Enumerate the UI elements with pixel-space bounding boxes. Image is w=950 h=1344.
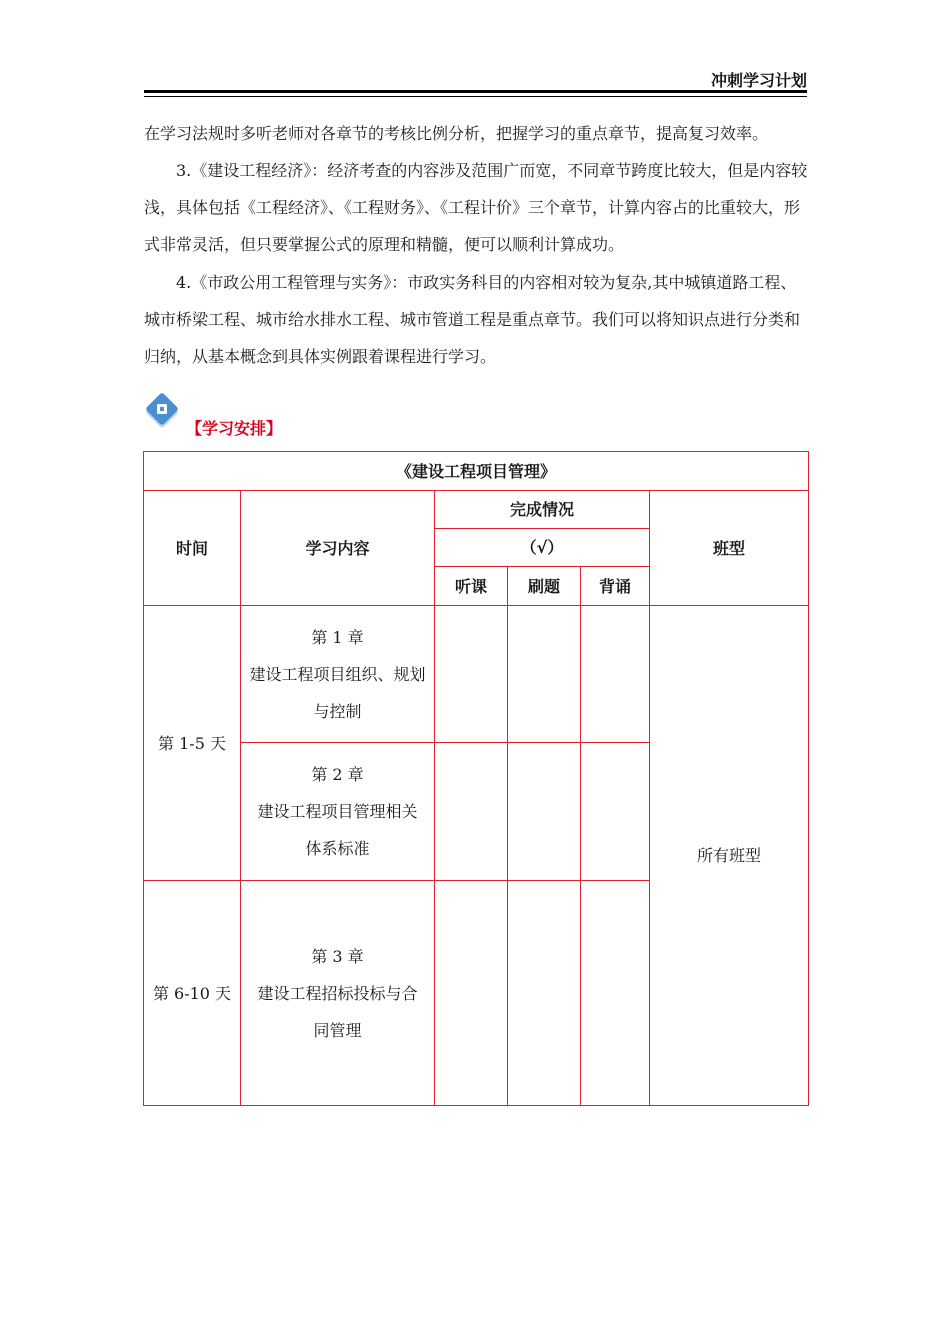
listen-check-cell[interactable] (435, 606, 508, 743)
section-lock-icon (157, 404, 167, 414)
paragraph-municipal: 4.《市政公用工程管理与实务》：市政实务科目的内容相对较为复杂,其中城镇道路工程、城市桥梁工程、城市给水排水工程、城市管道工程是重点章节。我们可以将知识点进行分类和归纳，从基本概念到具体实例跟着课程进行学习。 (144, 273, 801, 366)
header-title: 冲刺学习计划 (710, 71, 807, 90)
practice-check-cell[interactable] (508, 743, 581, 881)
listen-check-cell[interactable] (435, 743, 508, 881)
recite-check-cell[interactable] (581, 881, 650, 1106)
chapter-number: 第 2 章 (311, 765, 364, 784)
chapter-name-line1: 建设工程项目管理相关 (257, 802, 418, 821)
content-cell (241, 881, 435, 1106)
table-row (144, 606, 809, 743)
paragraph-economics: 3.《建设工程经济》：经济考查的内容涉及范围广而宽，不同章节跨度比较大，但是内容较浅，具体包括《工程经济》、《工程财务》、《工程计价》三个章节，计算内容占的比重较大，形式非常灵活，但只要掌握公式的原理和精髓，便可以顺利计算成功。 (144, 161, 808, 254)
class-type-cell: 所有班型 (650, 606, 809, 1106)
header-class-type: 班型 (650, 491, 809, 606)
practice-check-cell[interactable] (508, 606, 581, 743)
header-recite: 背诵 (581, 567, 650, 606)
header-check-mark: （√） (435, 529, 650, 567)
section-title: 【学习安排】 (186, 419, 283, 438)
recite-check-cell[interactable] (581, 743, 650, 881)
chapter-number: 第 1 章 (311, 627, 364, 647)
header-time: 时间 (144, 491, 241, 606)
chapter-name-line2: 体系标准 (305, 839, 370, 858)
chapter-name-line1: 建设工程招标投标与合 (257, 983, 418, 1003)
listen-check-cell[interactable] (435, 881, 508, 1106)
header-rule-thick (144, 90, 807, 93)
content-cell (241, 743, 435, 881)
header-content: 学习内容 (241, 491, 435, 606)
header-rule-thin (144, 96, 807, 97)
header-completion: 完成情况 (435, 491, 650, 529)
content-cell (241, 606, 435, 743)
chapter-name-line2: 同管理 (313, 1020, 362, 1040)
practice-check-cell[interactable] (508, 881, 581, 1106)
paragraph-law-study: 在学习法规时多听老师对各章节的考核比例分析，把握学习的重点章节，提高复习效率。 (144, 124, 769, 143)
chapter-name-line2: 与控制 (313, 701, 362, 721)
time-cell: 第 6-10 天 (144, 881, 241, 1106)
table-title: 《建设工程项目管理》 (144, 452, 809, 491)
header-practice: 刷题 (508, 567, 581, 606)
section-diamond-icon (145, 392, 179, 426)
chapter-name-line1: 建设工程项目组织、规划 (249, 664, 426, 684)
chapter-number: 第 3 章 (311, 946, 364, 966)
header-listen: 听课 (435, 567, 508, 606)
time-cell: 第 1-5 天 (144, 606, 241, 881)
study-schedule-table (143, 451, 809, 1106)
recite-check-cell[interactable] (581, 606, 650, 743)
